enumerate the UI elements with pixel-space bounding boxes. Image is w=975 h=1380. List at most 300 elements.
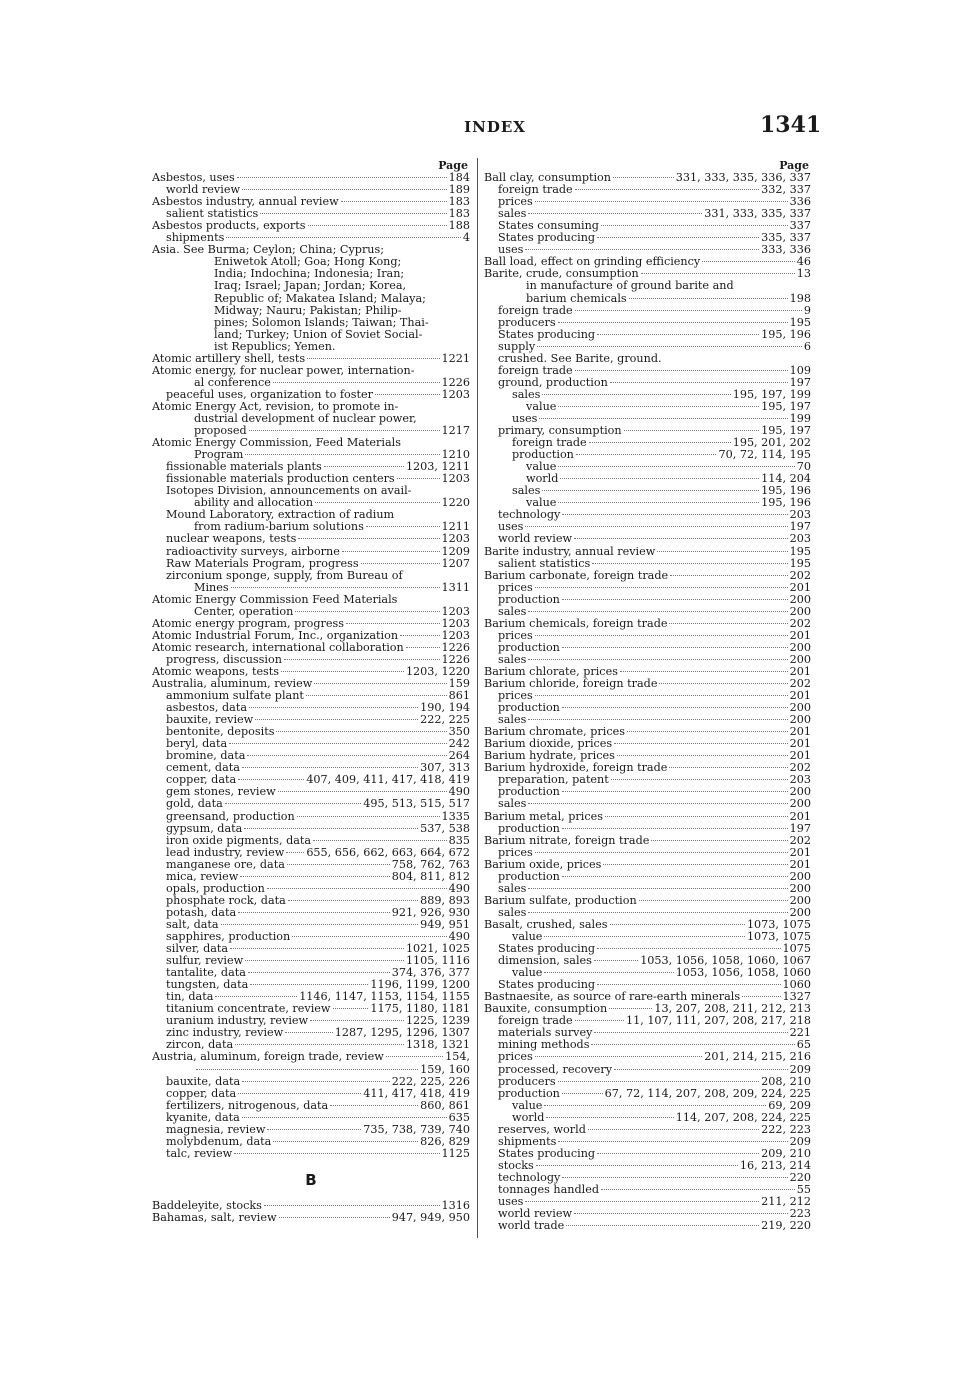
index-entry <box>152 570 470 582</box>
dot-leader <box>242 189 447 190</box>
entry-pages: 1318, 1321 <box>405 1038 470 1052</box>
entry-term: land; Turkey; Union of Soviet Social- <box>214 327 423 341</box>
entry-pages: 1220 <box>441 496 470 510</box>
index-entry <box>484 329 811 341</box>
entry-pages: 188 <box>448 219 470 233</box>
index-entry <box>484 1064 811 1076</box>
dot-leader <box>702 261 795 262</box>
entry-term: Basalt, crushed, sales <box>484 917 608 931</box>
index-entry <box>152 305 470 317</box>
dot-leader <box>562 1093 603 1094</box>
entry-term: mining methods <box>498 1038 590 1052</box>
entry-term: States producing <box>498 231 596 245</box>
entry-term: Atomic energy program, progress <box>152 616 344 630</box>
entry-term: foreign trade <box>498 1014 573 1028</box>
dot-leader <box>614 743 787 744</box>
entry-pages: 159, 160 <box>420 1062 470 1076</box>
dot-leader <box>260 213 446 214</box>
index-entry <box>152 847 470 859</box>
entry-term: materials survey <box>498 1026 593 1040</box>
entry-term: foreign trade <box>498 303 573 317</box>
page-column-label: Page <box>779 159 809 172</box>
entry-term: sales <box>498 713 527 727</box>
index-entry <box>152 1100 470 1112</box>
entry-term: tungsten, data <box>166 978 249 992</box>
dot-leader <box>230 948 404 949</box>
entry-term: sales <box>512 387 541 401</box>
entry-pages: 200 <box>789 893 811 907</box>
entry-pages: 1211 <box>441 520 470 534</box>
entry-term: nuclear weapons, tests <box>166 532 297 546</box>
entry-pages: 16, 213, 214 <box>739 1158 811 1172</box>
dot-leader <box>544 972 673 973</box>
dot-leader <box>264 1205 440 1206</box>
entry-pages: 190, 194 <box>420 701 470 715</box>
entry-term: India; Indochina; Indonesia; Iran; <box>214 267 405 281</box>
entry-pages: 1146, 1147, 1153, 1154, 1155 <box>299 990 470 1004</box>
entry-pages: 804, 811, 812 <box>391 869 470 883</box>
index-entry <box>484 1220 811 1232</box>
entry-pages: 209, 210 <box>761 1146 811 1160</box>
entry-term: Australia, aluminum, review <box>152 677 313 691</box>
entry-term: from radium-barium solutions <box>194 520 364 534</box>
entry-term: States consuming <box>498 219 599 233</box>
entry-pages: 1175, 1180, 1181 <box>370 1002 470 1016</box>
dot-leader <box>670 575 788 576</box>
dot-leader <box>528 912 787 913</box>
entry-pages: 195 <box>789 556 811 570</box>
entry-pages: 202 <box>789 616 811 630</box>
entry-pages: 350 <box>448 725 470 739</box>
entry-term: cement, data <box>166 761 240 775</box>
dot-leader <box>535 852 788 853</box>
index-entry <box>484 280 811 292</box>
entry-pages: 537, 538 <box>420 821 470 835</box>
entry-term: fissionable materials plants <box>166 460 322 474</box>
entry-term: Raw Materials Program, progress <box>166 556 359 570</box>
entry-pages: 1073, 1075 <box>746 917 811 931</box>
entry-term: lead industry, review <box>166 845 285 859</box>
dot-leader <box>342 551 440 552</box>
entry-pages: 1203 <box>441 604 470 618</box>
dot-leader <box>249 430 440 431</box>
index-entry <box>152 823 470 835</box>
index-entry <box>152 582 470 594</box>
dot-leader <box>562 1177 787 1178</box>
entry-term: gem stones, review <box>166 785 276 799</box>
entry-term: States producing <box>498 327 596 341</box>
dot-leader <box>539 418 787 419</box>
entry-term: Program <box>194 448 244 462</box>
index-entry <box>152 533 470 545</box>
entry-pages: 70 <box>796 460 811 474</box>
right-column <box>484 160 811 1232</box>
entry-pages: 201 <box>789 689 811 703</box>
entry-term: copper, data <box>166 773 237 787</box>
dot-leader <box>597 1153 759 1154</box>
entry-pages: 201 <box>789 857 811 871</box>
entry-term: molybdenum, data <box>166 1134 272 1148</box>
entry-pages: 201 <box>789 580 811 594</box>
dot-leader <box>240 876 389 877</box>
dot-leader <box>535 1056 703 1057</box>
entry-term: zinc industry, review <box>166 1026 284 1040</box>
dot-leader <box>657 551 787 552</box>
dot-leader <box>397 478 440 479</box>
entry-pages: 223 <box>789 1207 811 1221</box>
dot-leader <box>244 828 418 829</box>
entry-pages: 490 <box>448 785 470 799</box>
dot-leader <box>624 430 760 431</box>
entry-pages: 195, 196 <box>761 484 811 498</box>
entry-pages: 735, 738, 739, 740 <box>363 1122 470 1136</box>
entry-term: sapphires, production <box>166 930 291 943</box>
dot-leader <box>651 840 787 841</box>
entry-pages: 1021, 1025 <box>405 942 470 956</box>
entry-pages: 195 <box>789 544 811 558</box>
index-entry <box>484 558 811 570</box>
entry-term: sales <box>498 604 527 618</box>
entry-pages: 826, 829 <box>420 1134 470 1148</box>
entry-term: bromine, data <box>166 749 246 763</box>
entry-pages: 200 <box>789 869 811 883</box>
entry-pages: 67, 72, 114, 207, 208, 209, 224, 225 <box>604 1086 811 1100</box>
dot-leader <box>544 1105 766 1106</box>
entry-pages: 1203 <box>441 532 470 546</box>
dot-leader <box>575 1020 624 1021</box>
dot-leader <box>558 322 788 323</box>
dot-leader <box>308 225 447 226</box>
dot-leader <box>528 719 787 720</box>
entry-term: prices <box>498 845 533 859</box>
entry-pages: 195, 197 <box>761 424 811 438</box>
entry-term: Barium carbonate, foreign trade <box>484 568 669 582</box>
entry-term: value <box>512 966 543 980</box>
dot-leader <box>400 635 439 636</box>
entry-pages: 1053, 1056, 1058, 1060 <box>675 966 811 980</box>
dot-leader <box>594 1032 787 1033</box>
entry-pages: 159 <box>448 677 470 691</box>
entry-term: gypsum, data <box>166 821 243 835</box>
dot-leader <box>333 1008 369 1009</box>
entry-pages: 200 <box>789 797 811 811</box>
entry-pages: 201 <box>789 809 811 823</box>
entry-pages: 203 <box>789 773 811 787</box>
dot-leader <box>238 1093 361 1094</box>
entry-term: sales <box>512 484 541 498</box>
index-entry <box>484 184 811 196</box>
dot-leader <box>242 1117 447 1118</box>
dot-leader <box>314 683 446 684</box>
entry-pages: 889, 893 <box>420 893 470 907</box>
entry-term: uses <box>512 411 538 425</box>
entry-pages: 222, 223 <box>761 1122 811 1136</box>
dot-leader <box>247 755 446 756</box>
entry-term: producers <box>498 1074 556 1088</box>
dot-leader <box>558 466 794 467</box>
entry-term: salient statistics <box>498 556 591 570</box>
index-entry <box>152 280 470 292</box>
dot-leader <box>611 779 788 780</box>
entry-pages: 495, 513, 515, 517 <box>363 797 470 811</box>
index-entry <box>152 606 470 618</box>
entry-pages: 183 <box>448 207 470 221</box>
index-entry <box>152 835 470 847</box>
entry-term: gold, data <box>166 797 223 811</box>
entry-pages: 407, 409, 411, 417, 418, 419 <box>306 773 470 787</box>
dot-leader <box>229 743 447 744</box>
dot-leader <box>238 779 304 780</box>
entry-term: Atomic Industrial Forum, Inc., organization <box>152 628 399 642</box>
dot-leader <box>597 237 759 238</box>
index-entry <box>484 895 811 907</box>
entry-term: Bauxite, consumption <box>484 1002 608 1016</box>
dot-leader <box>306 695 447 696</box>
dot-leader <box>627 731 788 732</box>
entry-term: Asbestos products, exports <box>152 219 306 233</box>
dot-leader <box>248 972 390 973</box>
dot-leader <box>613 177 674 178</box>
entry-term: phosphate rock, data <box>166 893 286 907</box>
dot-leader <box>226 237 461 238</box>
index-entry <box>484 823 811 835</box>
dot-leader <box>591 1044 794 1045</box>
entry-term: kyanite, data <box>166 1110 240 1124</box>
dot-leader <box>234 1153 439 1154</box>
entry-pages: 198 <box>789 291 811 305</box>
dot-leader <box>330 1105 418 1106</box>
dot-leader <box>609 1008 652 1009</box>
index-entry <box>484 618 811 630</box>
index-entry <box>152 871 470 883</box>
dot-leader <box>542 394 730 395</box>
index-entry <box>484 570 811 582</box>
entry-pages: 13 <box>796 267 811 281</box>
index-entry <box>484 786 811 798</box>
index-entry <box>152 798 470 810</box>
entry-term: value <box>512 1098 543 1112</box>
entry-term: States producing <box>498 942 596 956</box>
dot-leader <box>375 394 440 395</box>
entry-pages: 635 <box>448 1110 470 1124</box>
entry-pages: 758, 762, 763 <box>391 857 470 871</box>
dot-leader <box>386 1056 443 1057</box>
dot-leader <box>576 454 717 455</box>
dot-leader <box>284 659 440 660</box>
entry-term: zirconium sponge, supply, from Bureau of <box>166 568 403 582</box>
dot-leader <box>592 563 787 564</box>
entry-pages: 200 <box>789 713 811 727</box>
dot-leader <box>546 1117 673 1118</box>
dot-leader <box>597 948 780 949</box>
entry-term: bauxite, data <box>166 1074 241 1088</box>
dot-leader <box>742 996 780 997</box>
entry-pages: 195, 196 <box>761 327 811 341</box>
entry-pages: 222, 225 <box>420 713 470 727</box>
index-entry <box>484 1076 811 1088</box>
entry-pages: 200 <box>789 881 811 895</box>
entry-pages: 65 <box>796 1038 811 1052</box>
entry-term: bentonite, deposits <box>166 725 275 739</box>
entry-term: Barium chemicals, foreign trade <box>484 616 668 630</box>
entry-pages: 109 <box>789 363 811 377</box>
dot-leader <box>558 1081 760 1082</box>
entry-term: talc, review <box>166 1146 233 1160</box>
entry-term: potash, data <box>166 905 237 919</box>
entry-pages: 1203 <box>441 628 470 642</box>
entry-term: tin, data <box>166 990 214 1004</box>
dot-leader <box>225 803 361 804</box>
entry-term: prices <box>498 580 533 594</box>
entry-pages: 203 <box>789 508 811 522</box>
dot-leader <box>528 659 787 660</box>
entry-term: sales <box>498 905 527 919</box>
entry-term: sales <box>498 652 527 666</box>
entry-term: Iraq; Israel; Japan; Jordan; Korea, <box>214 279 407 293</box>
dot-leader <box>341 201 447 202</box>
dot-leader <box>629 298 788 299</box>
dot-leader <box>560 478 759 479</box>
dot-leader <box>537 346 802 347</box>
entry-term: production <box>512 448 574 462</box>
entry-term: ground, production <box>498 375 608 389</box>
entry-pages: 1053, 1056, 1058, 1060, 1067 <box>640 954 811 968</box>
entry-term: pines; Solomon Islands; Taiwan; Thai- <box>214 315 429 329</box>
entry-term: Center, operation <box>194 604 294 618</box>
entry-term: supply <box>498 339 536 353</box>
entry-term: mica, review <box>166 869 239 883</box>
dot-leader <box>575 370 788 371</box>
entry-term: value <box>526 496 557 510</box>
entry-pages: 195, 197 <box>761 399 811 413</box>
dot-leader <box>366 526 440 527</box>
entry-pages: 13, 207, 208, 211, 212, 213 <box>654 1002 811 1016</box>
dot-leader <box>566 1225 759 1226</box>
entry-term: sales <box>498 797 527 811</box>
dot-leader <box>558 406 759 407</box>
index-entry <box>484 594 811 606</box>
entry-term: States producing <box>498 978 596 992</box>
entry-term: Bahamas, salt, review <box>152 1210 277 1224</box>
entry-term: copper, data <box>166 1086 237 1100</box>
entry-term: crushed. See Barite, ground. <box>498 351 662 365</box>
index-entry <box>484 293 811 305</box>
dot-leader <box>249 707 418 708</box>
dot-leader <box>250 984 368 985</box>
dot-leader <box>292 936 446 937</box>
index-entry <box>484 1051 811 1063</box>
entry-term: greensand, production <box>166 809 295 823</box>
entry-pages: 411, 417, 418, 419 <box>363 1086 470 1100</box>
entry-pages: 11, 107, 111, 207, 208, 217, 218 <box>625 1014 811 1028</box>
entry-pages: 490 <box>448 881 470 895</box>
entry-term: bauxite, review <box>166 713 254 727</box>
index-entry <box>152 341 470 353</box>
dot-leader <box>361 563 440 564</box>
index-entry <box>152 353 470 365</box>
index-entry <box>484 546 811 558</box>
entry-pages: 200 <box>789 701 811 715</box>
entry-term: world review <box>498 1207 573 1221</box>
entry-pages: 1226 <box>441 640 470 654</box>
dot-leader <box>562 791 788 792</box>
entry-term: Asbestos, uses <box>152 171 235 185</box>
index-entry <box>484 533 811 545</box>
dot-leader <box>237 177 447 178</box>
entry-term: processed, recovery <box>498 1062 613 1076</box>
entry-pages: 337 <box>789 219 811 233</box>
entry-term: ammonium sulfate plant <box>166 689 304 703</box>
entry-term: production <box>498 701 560 715</box>
dot-leader <box>242 1081 390 1082</box>
entry-term: world <box>512 1110 545 1124</box>
entry-term: value <box>526 460 557 474</box>
dot-leader <box>267 888 447 889</box>
dot-leader <box>286 852 304 853</box>
dot-leader <box>562 876 788 877</box>
entry-term: value <box>512 930 543 943</box>
entry-term: Barium metal, prices <box>484 809 603 823</box>
entry-pages: 1225, 1239 <box>405 1014 470 1028</box>
entry-pages: 331, 333, 335, 336, 337 <box>675 171 811 185</box>
index-entry <box>152 317 470 329</box>
entry-pages: 947, 949, 950 <box>391 1210 470 1224</box>
index-entry <box>484 317 811 329</box>
entry-term: reserves, world <box>498 1122 586 1136</box>
dot-leader <box>215 996 297 997</box>
entry-pages: 114, 204 <box>761 472 811 486</box>
dot-leader <box>287 864 390 865</box>
entry-term: production <box>498 1086 560 1100</box>
dot-leader <box>562 647 788 648</box>
entry-pages: 184 <box>448 171 470 185</box>
dot-leader <box>558 502 759 503</box>
dot-leader <box>536 1165 738 1166</box>
entry-pages: 197 <box>789 821 811 835</box>
entry-pages: 1287, 1295, 1296, 1307 <box>334 1026 470 1040</box>
entry-pages: 9 <box>803 303 811 317</box>
entry-pages: 1217 <box>441 424 470 438</box>
entry-term: titanium concentrate, review <box>166 1002 331 1016</box>
entry-term: silver, data <box>166 942 229 956</box>
entry-pages: 219, 220 <box>761 1219 811 1233</box>
entry-pages: 201 <box>789 725 811 739</box>
index-entry <box>484 871 811 883</box>
entry-term: technology <box>498 1170 561 1184</box>
entry-term: production <box>498 821 560 835</box>
dot-leader <box>242 767 418 768</box>
entry-term: Atomic weapons, tests <box>152 664 280 678</box>
entry-term: peaceful uses, organization to foster <box>166 387 373 401</box>
entry-pages: 203 <box>789 532 811 546</box>
entry-term: Eniwetok Atoll; Goa; Hong Kong; <box>214 255 402 269</box>
dot-leader <box>639 900 788 901</box>
entry-term: ist Republics; Yemen. <box>214 339 336 353</box>
entry-pages: 1207 <box>441 556 470 570</box>
left-column <box>152 160 470 1224</box>
entry-term: fertilizers, nitrogenous, data <box>166 1098 329 1112</box>
dot-leader <box>597 984 780 985</box>
entry-term: Isotopes Division, announcements on avail- <box>166 484 412 498</box>
dot-leader <box>281 671 404 672</box>
entry-term: Barium dioxide, prices <box>484 737 613 751</box>
dot-leader <box>273 382 440 383</box>
entry-pages: 1125 <box>441 1146 470 1160</box>
dot-leader <box>298 538 439 539</box>
entry-pages: 1060 <box>782 978 811 992</box>
entry-term: sales <box>498 881 527 895</box>
entry-pages: 200 <box>789 640 811 654</box>
